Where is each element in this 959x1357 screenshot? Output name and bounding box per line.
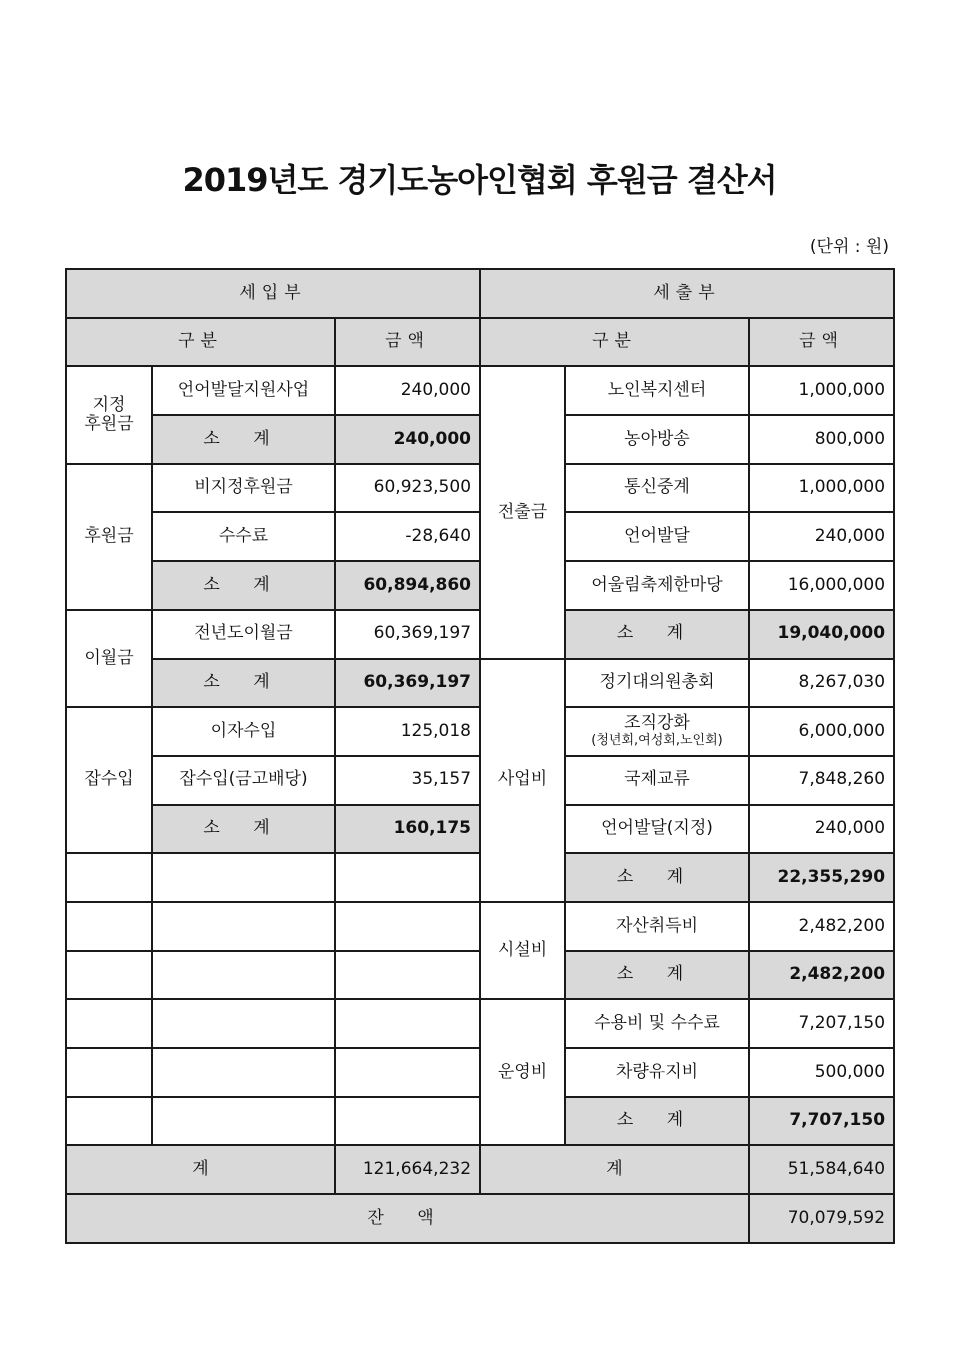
expense-item-name: 차량유지비 xyxy=(565,1048,749,1097)
expense-item-amount: 16,000,000 xyxy=(749,561,894,610)
expense-item-amount: 240,000 xyxy=(749,805,894,854)
income-item-name: 전년도이월금 xyxy=(152,610,335,659)
income-subtotal-label: 소 계 xyxy=(152,659,335,708)
empty-cell xyxy=(66,902,152,951)
expense-subtotal-label: 소 계 xyxy=(565,1097,749,1146)
expense-item-note: (청년회,여성회,노인회) xyxy=(591,732,723,748)
income-category-carryover: 이월금 xyxy=(66,610,152,707)
income-item-amount: 125,018 xyxy=(335,707,480,756)
expense-amount-header: 금액 xyxy=(749,318,894,367)
expense-item-name: 통신중계 xyxy=(565,464,749,513)
expense-category-header: 구분 xyxy=(480,318,749,367)
category-label-line1: 지정 xyxy=(92,394,126,415)
empty-cell xyxy=(66,951,152,1000)
expense-item-amount: 240,000 xyxy=(749,512,894,561)
expense-item-name: 수용비 및 수수료 xyxy=(565,999,749,1048)
income-item-name: 비지정후원금 xyxy=(152,464,335,513)
expense-item-amount: 2,482,200 xyxy=(749,902,894,951)
table-row xyxy=(66,659,894,708)
expense-category-operation: 운영비 xyxy=(480,999,565,1145)
expense-category-transfer: 전출금 xyxy=(480,366,565,658)
expense-subtotal-amount: 22,355,290 xyxy=(749,853,894,902)
income-item-amount: -28,640 xyxy=(335,512,480,561)
totals-row xyxy=(66,1145,894,1194)
expense-subtotal-amount: 19,040,000 xyxy=(749,610,894,659)
expense-item-amount: 1,000,000 xyxy=(749,464,894,513)
settlement-table xyxy=(65,268,895,1244)
expense-item-amount: 800,000 xyxy=(749,415,894,464)
empty-cell xyxy=(152,999,335,1048)
income-item-amount: 240,000 xyxy=(335,366,480,415)
expense-category-business: 사업비 xyxy=(480,659,565,902)
expense-item-amount: 7,207,150 xyxy=(749,999,894,1048)
expense-item-name: 어울림축제한마당 xyxy=(565,561,749,610)
income-item-name: 언어발달지원사업 xyxy=(152,366,335,415)
balance-label: 잔 액 xyxy=(66,1194,749,1243)
expense-item-name: 언어발달 xyxy=(565,512,749,561)
income-subtotal-label: 소 계 xyxy=(152,415,335,464)
expense-item-name: 노인복지센터 xyxy=(565,366,749,415)
expense-item-name: 농아방송 xyxy=(565,415,749,464)
income-subtotal-label: 소 계 xyxy=(152,805,335,854)
income-total-label: 계 xyxy=(66,1145,335,1194)
unit-label: (단위 : 원) xyxy=(809,237,889,257)
expense-subtotal-amount: 7,707,150 xyxy=(749,1097,894,1146)
expense-item-amount: 1,000,000 xyxy=(749,366,894,415)
income-subtotal-amount: 60,369,197 xyxy=(335,659,480,708)
income-category-designated xyxy=(66,366,152,463)
expense-item-name: 정기대의원총회 xyxy=(565,659,749,708)
empty-cell xyxy=(335,1048,480,1097)
income-item-amount: 35,157 xyxy=(335,756,480,805)
expense-item-amount: 7,848,260 xyxy=(749,756,894,805)
empty-cell xyxy=(152,902,335,951)
income-category-misc: 잡수입 xyxy=(66,707,152,853)
expense-item-name xyxy=(565,707,749,756)
income-subtotal-label: 소 계 xyxy=(152,561,335,610)
income-item-name: 이자수입 xyxy=(152,707,335,756)
empty-cell xyxy=(335,902,480,951)
income-amount-header: 금액 xyxy=(335,318,480,367)
income-subtotal-amount: 160,175 xyxy=(335,805,480,854)
expense-section-header: 세출부 xyxy=(480,269,894,318)
expense-item-name: 언어발달(지정) xyxy=(565,805,749,854)
income-item-amount: 60,369,197 xyxy=(335,610,480,659)
expense-item-amount: 500,000 xyxy=(749,1048,894,1097)
empty-cell xyxy=(335,853,480,902)
empty-cell xyxy=(66,853,152,902)
empty-cell xyxy=(152,853,335,902)
empty-cell xyxy=(152,951,335,1000)
income-category-header: 구분 xyxy=(66,318,335,367)
expense-subtotal-label: 소 계 xyxy=(565,951,749,1000)
category-label-line2: 후원금 xyxy=(84,414,134,435)
balance-amount: 70,079,592 xyxy=(749,1194,894,1243)
expense-category-facility: 시설비 xyxy=(480,902,565,999)
expense-subtotal-amount: 2,482,200 xyxy=(749,951,894,1000)
header-row-sections xyxy=(66,269,894,318)
expense-subtotal-label: 소 계 xyxy=(565,610,749,659)
income-subtotal-amount: 240,000 xyxy=(335,415,480,464)
income-section-header: 세입부 xyxy=(66,269,480,318)
income-item-amount: 60,923,500 xyxy=(335,464,480,513)
expense-subtotal-label: 소 계 xyxy=(565,853,749,902)
expense-item-amount: 8,267,030 xyxy=(749,659,894,708)
expense-total-amount: 51,584,640 xyxy=(749,1145,894,1194)
income-category-donation: 후원금 xyxy=(66,464,152,610)
document-title: 2019년도 경기도농아인협회 후원금 결산서 xyxy=(182,161,777,199)
table-row xyxy=(66,366,894,415)
empty-cell xyxy=(152,1097,335,1146)
empty-cell xyxy=(335,951,480,1000)
income-item-name: 잡수입(금고배당) xyxy=(152,756,335,805)
income-total-amount: 121,664,232 xyxy=(335,1145,480,1194)
income-subtotal-amount: 60,894,860 xyxy=(335,561,480,610)
empty-cell xyxy=(335,1097,480,1146)
income-item-name: 수수료 xyxy=(152,512,335,561)
expense-item-name: 국제교류 xyxy=(565,756,749,805)
expense-item-amount: 6,000,000 xyxy=(749,707,894,756)
expense-item-name: 자산취득비 xyxy=(565,902,749,951)
empty-cell xyxy=(152,1048,335,1097)
expense-item-title: 조직강화 xyxy=(624,713,690,734)
header-row-columns xyxy=(66,318,894,367)
empty-cell xyxy=(66,1097,152,1146)
expense-total-label: 계 xyxy=(480,1145,749,1194)
balance-row xyxy=(66,1194,894,1243)
empty-cell xyxy=(66,1048,152,1097)
table-row xyxy=(66,999,894,1048)
empty-cell xyxy=(66,999,152,1048)
empty-cell xyxy=(335,999,480,1048)
table-row xyxy=(66,902,894,951)
